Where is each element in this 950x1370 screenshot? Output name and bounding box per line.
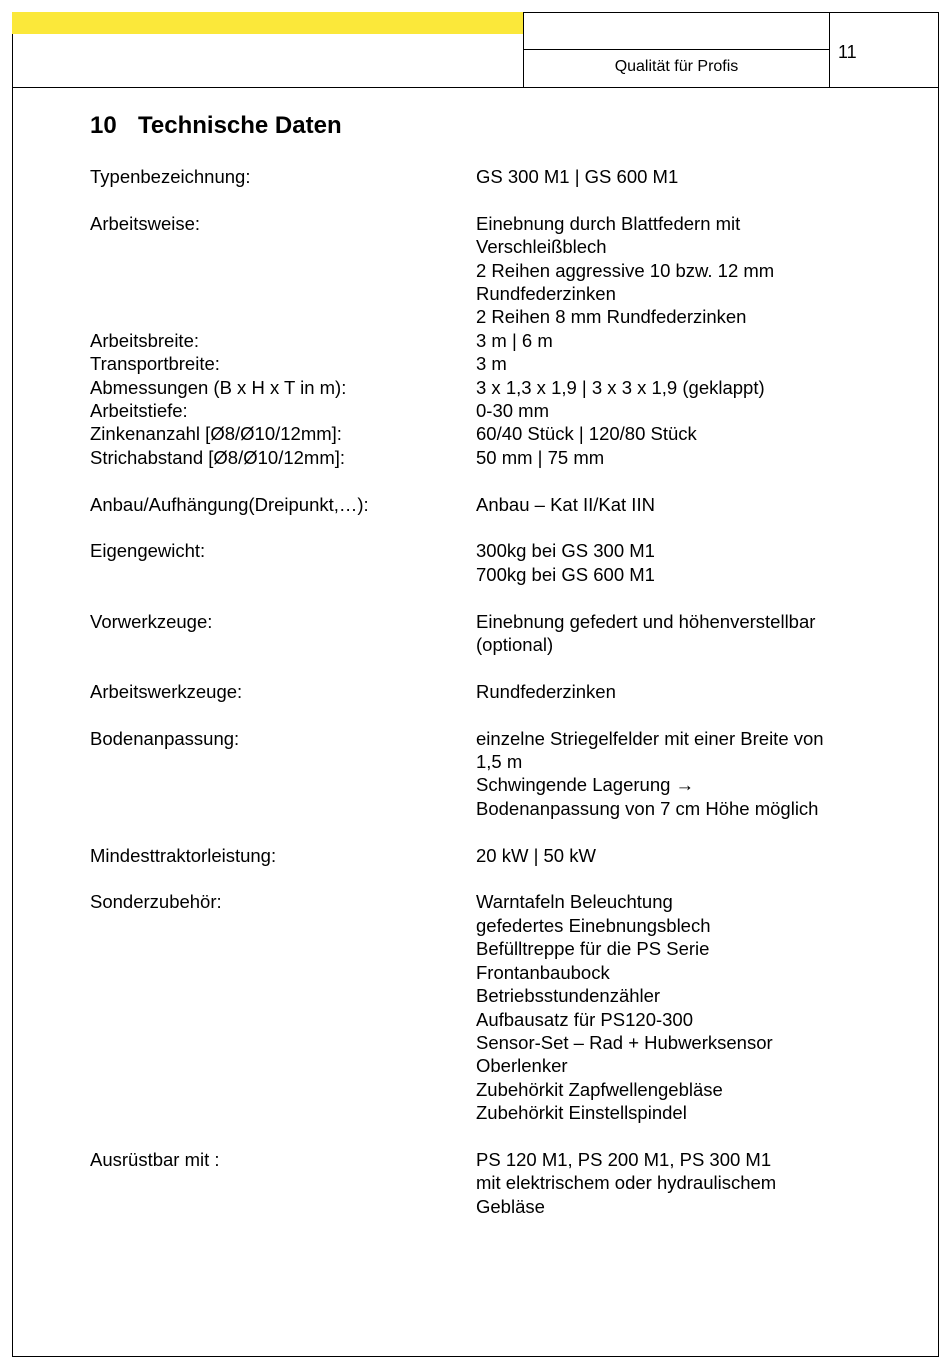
spec-label: Eigengewicht: [90,540,206,562]
spec-row [90,422,880,445]
spec-value-line: Warntafeln Beleuchtung [476,891,673,913]
spec-value-line: 20 kW | 50 kW [476,844,596,866]
spec-values [476,610,880,657]
spec-value-line: mit elektrischem oder hydraulischem [476,1172,777,1194]
spec-value-line: einzelne Striegelfelder mit einer Breite von [476,727,824,749]
spec-values [476,680,880,703]
spec-value-line: Befülltreppe für die PS Serie [476,938,710,960]
spec-value-line: Zubehörkit Einstellspindel [476,1102,687,1124]
section-number: 10 [90,112,117,139]
spec-row [90,376,880,399]
spec-values [476,1148,880,1218]
spec-row [90,680,880,703]
spec-label: Arbeitswerkzeuge: [90,680,243,702]
spec-row [90,539,880,586]
spec-row [90,493,880,516]
spec-value-line: 50 mm | 75 mm [476,446,605,468]
spec-value-line: 60/40 Stück | 120/80 Stück [476,423,697,445]
spec-row [90,446,880,469]
spec-values [476,446,880,469]
spec-value-line: Rundfederzinken [476,680,616,702]
spec-value-line: 700kg bei GS 600 M1 [476,563,655,585]
spec-values [476,212,880,329]
spec-label: Ausrüstbar mit : [90,1148,220,1170]
header-middle-top [524,12,829,50]
spec-value-line: Bodenanpassung von 7 cm Höhe möglich [476,797,819,819]
spec-label: Arbeitstiefe: [90,400,188,422]
spec-label: Mindesttraktorleistung: [90,844,277,866]
spec-values [476,376,880,399]
spec-row [90,212,880,329]
spec-value-line: GS 300 M1 | GS 600 M1 [476,166,679,187]
spec-values [476,844,880,867]
spec-row [90,727,880,821]
spec-value-line: Sensor-Set – Rad + Hubwerksensor [476,1031,773,1053]
spec-label: Arbeitsweise: [90,212,201,234]
spec-value-line: Verschleißblech [476,236,607,258]
spec-values [476,165,880,188]
spec-value-line: 0-30 mm [476,400,549,422]
header-left-cell [12,12,523,87]
section-title: Technische Daten [138,112,342,139]
spec-value-line: Schwingende Lagerung → [476,774,695,796]
spec-values [476,329,880,352]
spec-value-line: PS 120 M1, PS 200 M1, PS 300 M1 [476,1148,772,1170]
spec-value-line: 3 m [476,353,507,375]
spec-row [90,610,880,657]
spec-values [476,399,880,422]
spec-label: Bodenanpassung: [90,727,240,749]
page-header [12,12,939,88]
spec-value-line: 2 Reihen 8 mm Rundfederzinken [476,306,747,328]
section-heading [90,112,342,140]
spec-label: Arbeitsbreite: [90,329,199,351]
tagline: Qualität für Profis [614,58,739,75]
spec-value-line: Gebläse [476,1195,545,1217]
spec-values [476,352,880,375]
spec-label: Strichabstand [Ø8/Ø10/12mm]: [90,446,346,468]
spec-values [476,539,880,586]
spec-values [476,422,880,445]
spec-value-line: 2 Reihen aggressive 10 bzw. 12 mm [476,259,775,281]
spec-value-line: 3 m | 6 m [476,329,553,351]
spec-value-line: Anbau – Kat II/Kat IIN [476,493,655,515]
spec-value-line: 300kg bei GS 300 M1 [476,540,655,562]
spec-value-line: Frontanbaubock [476,961,610,983]
spec-value-line: Einebnung durch Blattfedern mit [476,212,741,234]
spec-value-line: 1,5 m [476,751,523,773]
spec-label: Typenbezeichnung: [90,166,251,187]
accent-bar [12,12,523,34]
page-number: 11 [838,42,857,62]
header-middle-cell [523,12,830,87]
spec-value-line: (optional) [476,634,554,656]
spec-value-line: Zubehörkit Zapfwellengebläse [476,1078,723,1100]
spec-row [90,329,880,352]
spec-row [90,890,880,1124]
spec-list [90,165,880,1218]
spec-value-line: Einebnung gefedert und höhenverstellbar [476,610,816,632]
spec-row [90,165,880,188]
spec-value-line: gefedertes Einebnungsblech [476,914,711,936]
spec-row [90,399,880,422]
spec-label: Abmessungen (B x H x T in m): [90,376,347,398]
spec-label: Zinkenanzahl [Ø8/Ø10/12mm]: [90,423,342,445]
spec-label: Anbau/Aufhängung(Dreipunkt,…): [90,493,369,515]
spec-value-line: Aufbausatz für PS120-300 [476,1008,694,1030]
spec-value-line: Oberlenker [476,1055,568,1077]
spec-label: Sonderzubehör: [90,891,222,913]
spec-value-line: Betriebsstundenzähler [476,985,661,1007]
spec-values [476,727,880,821]
spec-row [90,1148,880,1218]
spec-row [90,844,880,867]
spec-values [476,890,880,1124]
spec-label: Vorwerkzeuge: [90,610,213,632]
spec-values [476,493,880,516]
spec-value-line: 3 x 1,3 x 1,9 | 3 x 3 x 1,9 (geklappt) [476,376,765,398]
spec-row [90,352,880,375]
spec-value-line: Rundfederzinken [476,283,616,305]
spec-label: Transportbreite: [90,353,220,375]
